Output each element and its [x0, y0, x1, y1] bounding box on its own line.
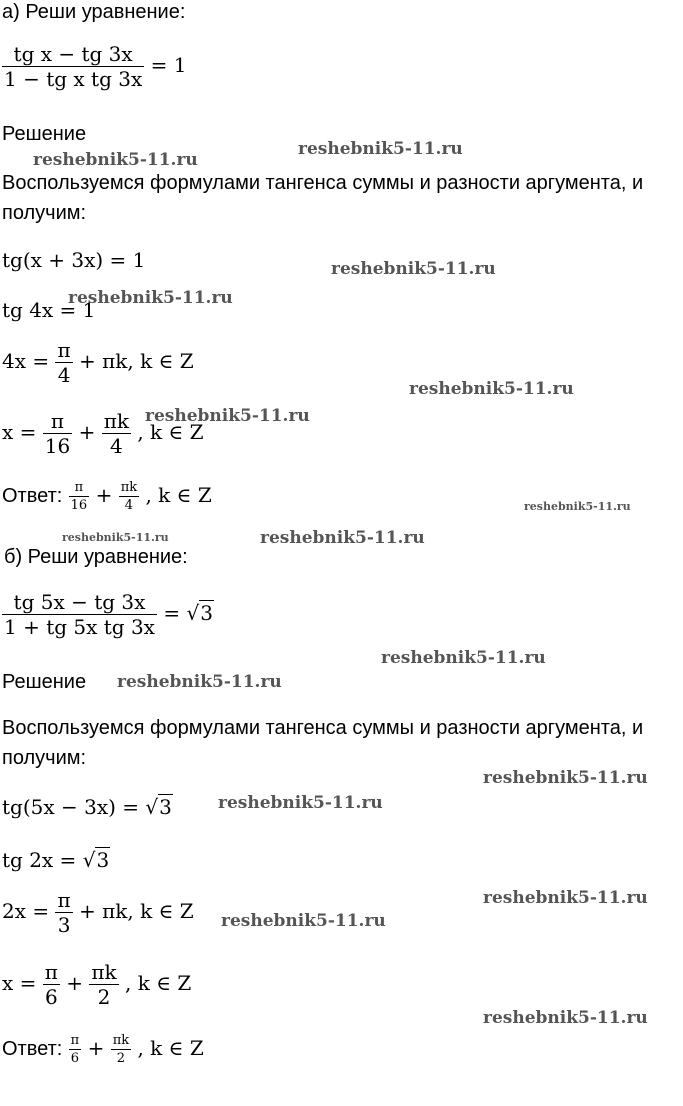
part-b-step2 — [2, 850, 110, 870]
part-a-solution-label: Решение — [2, 123, 87, 145]
part-a-step4-num2: πk — [103, 409, 129, 433]
part-a-step3-den: 4 — [57, 363, 71, 387]
part-b-answer-den1: 6 — [70, 1051, 80, 1066]
part-a-step4-rest: , k ∈ Z — [137, 420, 204, 444]
watermark: reshebnik5-11.ru — [33, 150, 198, 170]
part-b-step4-lhs: x = — [2, 971, 37, 995]
part-b-step4-rest: , k ∈ Z — [125, 971, 192, 995]
part-b-step4-num1: π — [44, 960, 58, 984]
part-a-answer-den2: 4 — [124, 498, 134, 513]
part-b-solution-label: Решение — [2, 671, 87, 693]
watermark: reshebnik5-11.ru — [381, 648, 546, 668]
part-b-step4-plus: + — [66, 971, 84, 995]
part-a-step4-den1: 16 — [44, 434, 71, 458]
part-b-eq-denominator: 1 + tg 5x tg 3x — [4, 615, 155, 639]
watermark: reshebnik5-11.ru — [68, 288, 233, 308]
part-a-eq-rhs: = 1 — [150, 53, 187, 77]
part-b-answer-rest: , k ∈ Z — [137, 1036, 204, 1060]
part-b-step4-num2: πk — [91, 960, 117, 984]
watermark: reshebnik5-11.ru — [260, 528, 425, 548]
part-b-title: б) Реши уравнение: — [4, 546, 188, 568]
part-a-answer — [2, 481, 212, 512]
part-b-answer-num2: πk — [112, 1033, 130, 1048]
part-b-step3-den: 3 — [57, 913, 71, 937]
part-b-answer-label: Ответ: — [2, 1038, 63, 1060]
part-a-step3-num: π — [57, 338, 71, 362]
part-b-eq-numerator: tg 5x − tg 3x — [2, 592, 157, 615]
part-a-step3-rest: + πk, k ∈ Z — [79, 349, 194, 373]
watermark: reshebnik5-11.ru — [483, 888, 648, 908]
sqrt-icon: √ — [186, 601, 200, 625]
part-a-equation — [2, 44, 186, 89]
part-b-step4 — [2, 962, 191, 1007]
part-a-step2: tg 4x = 1 — [2, 298, 96, 322]
part-b-answer-num1: π — [70, 1033, 80, 1048]
part-a-method-line1: Воспользуемся формулами тангенса суммы и разности аргумента, и — [2, 172, 644, 194]
part-b-step4-den2: 2 — [97, 985, 111, 1009]
part-b-step2-sqrt — [83, 850, 110, 870]
part-a-eq-denominator: 1 − tg x tg 3x — [4, 67, 143, 91]
part-a-answer-num2: πk — [120, 480, 138, 495]
part-a-step4-den2: 4 — [109, 434, 123, 458]
part-a-step4-num1: π — [43, 411, 72, 434]
part-a-answer-plus: + — [95, 483, 113, 507]
part-b-answer-plus: + — [87, 1036, 105, 1060]
part-b-equation — [2, 592, 214, 637]
part-a-step3 — [2, 340, 194, 385]
part-a-answer-den1: 16 — [70, 498, 88, 513]
part-b-eq-radicand: 3 — [200, 601, 213, 625]
part-a-answer-num1: π — [69, 481, 90, 497]
watermark: reshebnik5-11.ru — [221, 911, 386, 931]
part-b-step3-num: π — [57, 888, 71, 912]
part-b-method-line2: получим: — [2, 747, 87, 769]
part-b-step3-rest: + πk, k ∈ Z — [79, 899, 194, 923]
watermark: reshebnik5-11.ru — [483, 1008, 648, 1028]
sqrt-icon: √ — [145, 795, 159, 819]
part-b-step1-lhs: tg(5x − 3x) = — [2, 795, 140, 819]
part-b-answer — [2, 1034, 204, 1065]
part-b-step2-lhs: tg 2x = — [2, 848, 77, 872]
part-b-step3 — [2, 890, 194, 935]
part-a-step4-plus: + — [78, 420, 96, 444]
watermark: reshebnik5-11.ru — [524, 500, 631, 513]
part-b-eq-rhs-eq: = — [163, 601, 181, 625]
watermark: reshebnik5-11.ru — [331, 259, 496, 279]
watermark: reshebnik5-11.ru — [483, 768, 648, 788]
watermark: reshebnik5-11.ru — [62, 531, 169, 544]
watermark: reshebnik5-11.ru — [218, 793, 383, 813]
watermark: reshebnik5-11.ru — [409, 379, 574, 399]
watermark: reshebnik5-11.ru — [145, 406, 310, 426]
part-b-answer-den2: 2 — [116, 1051, 126, 1066]
part-a-answer-rest: , k ∈ Z — [145, 483, 212, 507]
part-b-step4-den1: 6 — [44, 985, 58, 1009]
part-a-eq-numerator: tg x − tg 3x — [2, 44, 144, 67]
part-b-step1-sqrt — [145, 797, 172, 817]
part-a-method-line2: получим: — [2, 202, 87, 224]
watermark: reshebnik5-11.ru — [298, 139, 463, 159]
part-b-step3-lhs: 2x = — [2, 899, 50, 923]
part-a-step4-lhs: x = — [2, 420, 37, 444]
part-b-step2-radicand: 3 — [96, 848, 110, 872]
watermark: reshebnik5-11.ru — [117, 672, 282, 692]
part-a-title: а) Реши уравнение: — [2, 1, 186, 23]
part-b-method-line1: Воспользуемся формулами тангенса суммы и разности аргумента, и — [2, 717, 644, 739]
part-b-step1-radicand: 3 — [159, 795, 172, 819]
part-a-step3-lhs: 4x = — [2, 349, 50, 373]
part-b-step1 — [2, 797, 173, 817]
sqrt-icon: √ — [82, 848, 96, 872]
part-b-eq-sqrt — [186, 603, 213, 623]
part-a-step1: tg(x + 3x) = 1 — [2, 248, 146, 272]
part-a-answer-label: Ответ: — [2, 485, 63, 507]
